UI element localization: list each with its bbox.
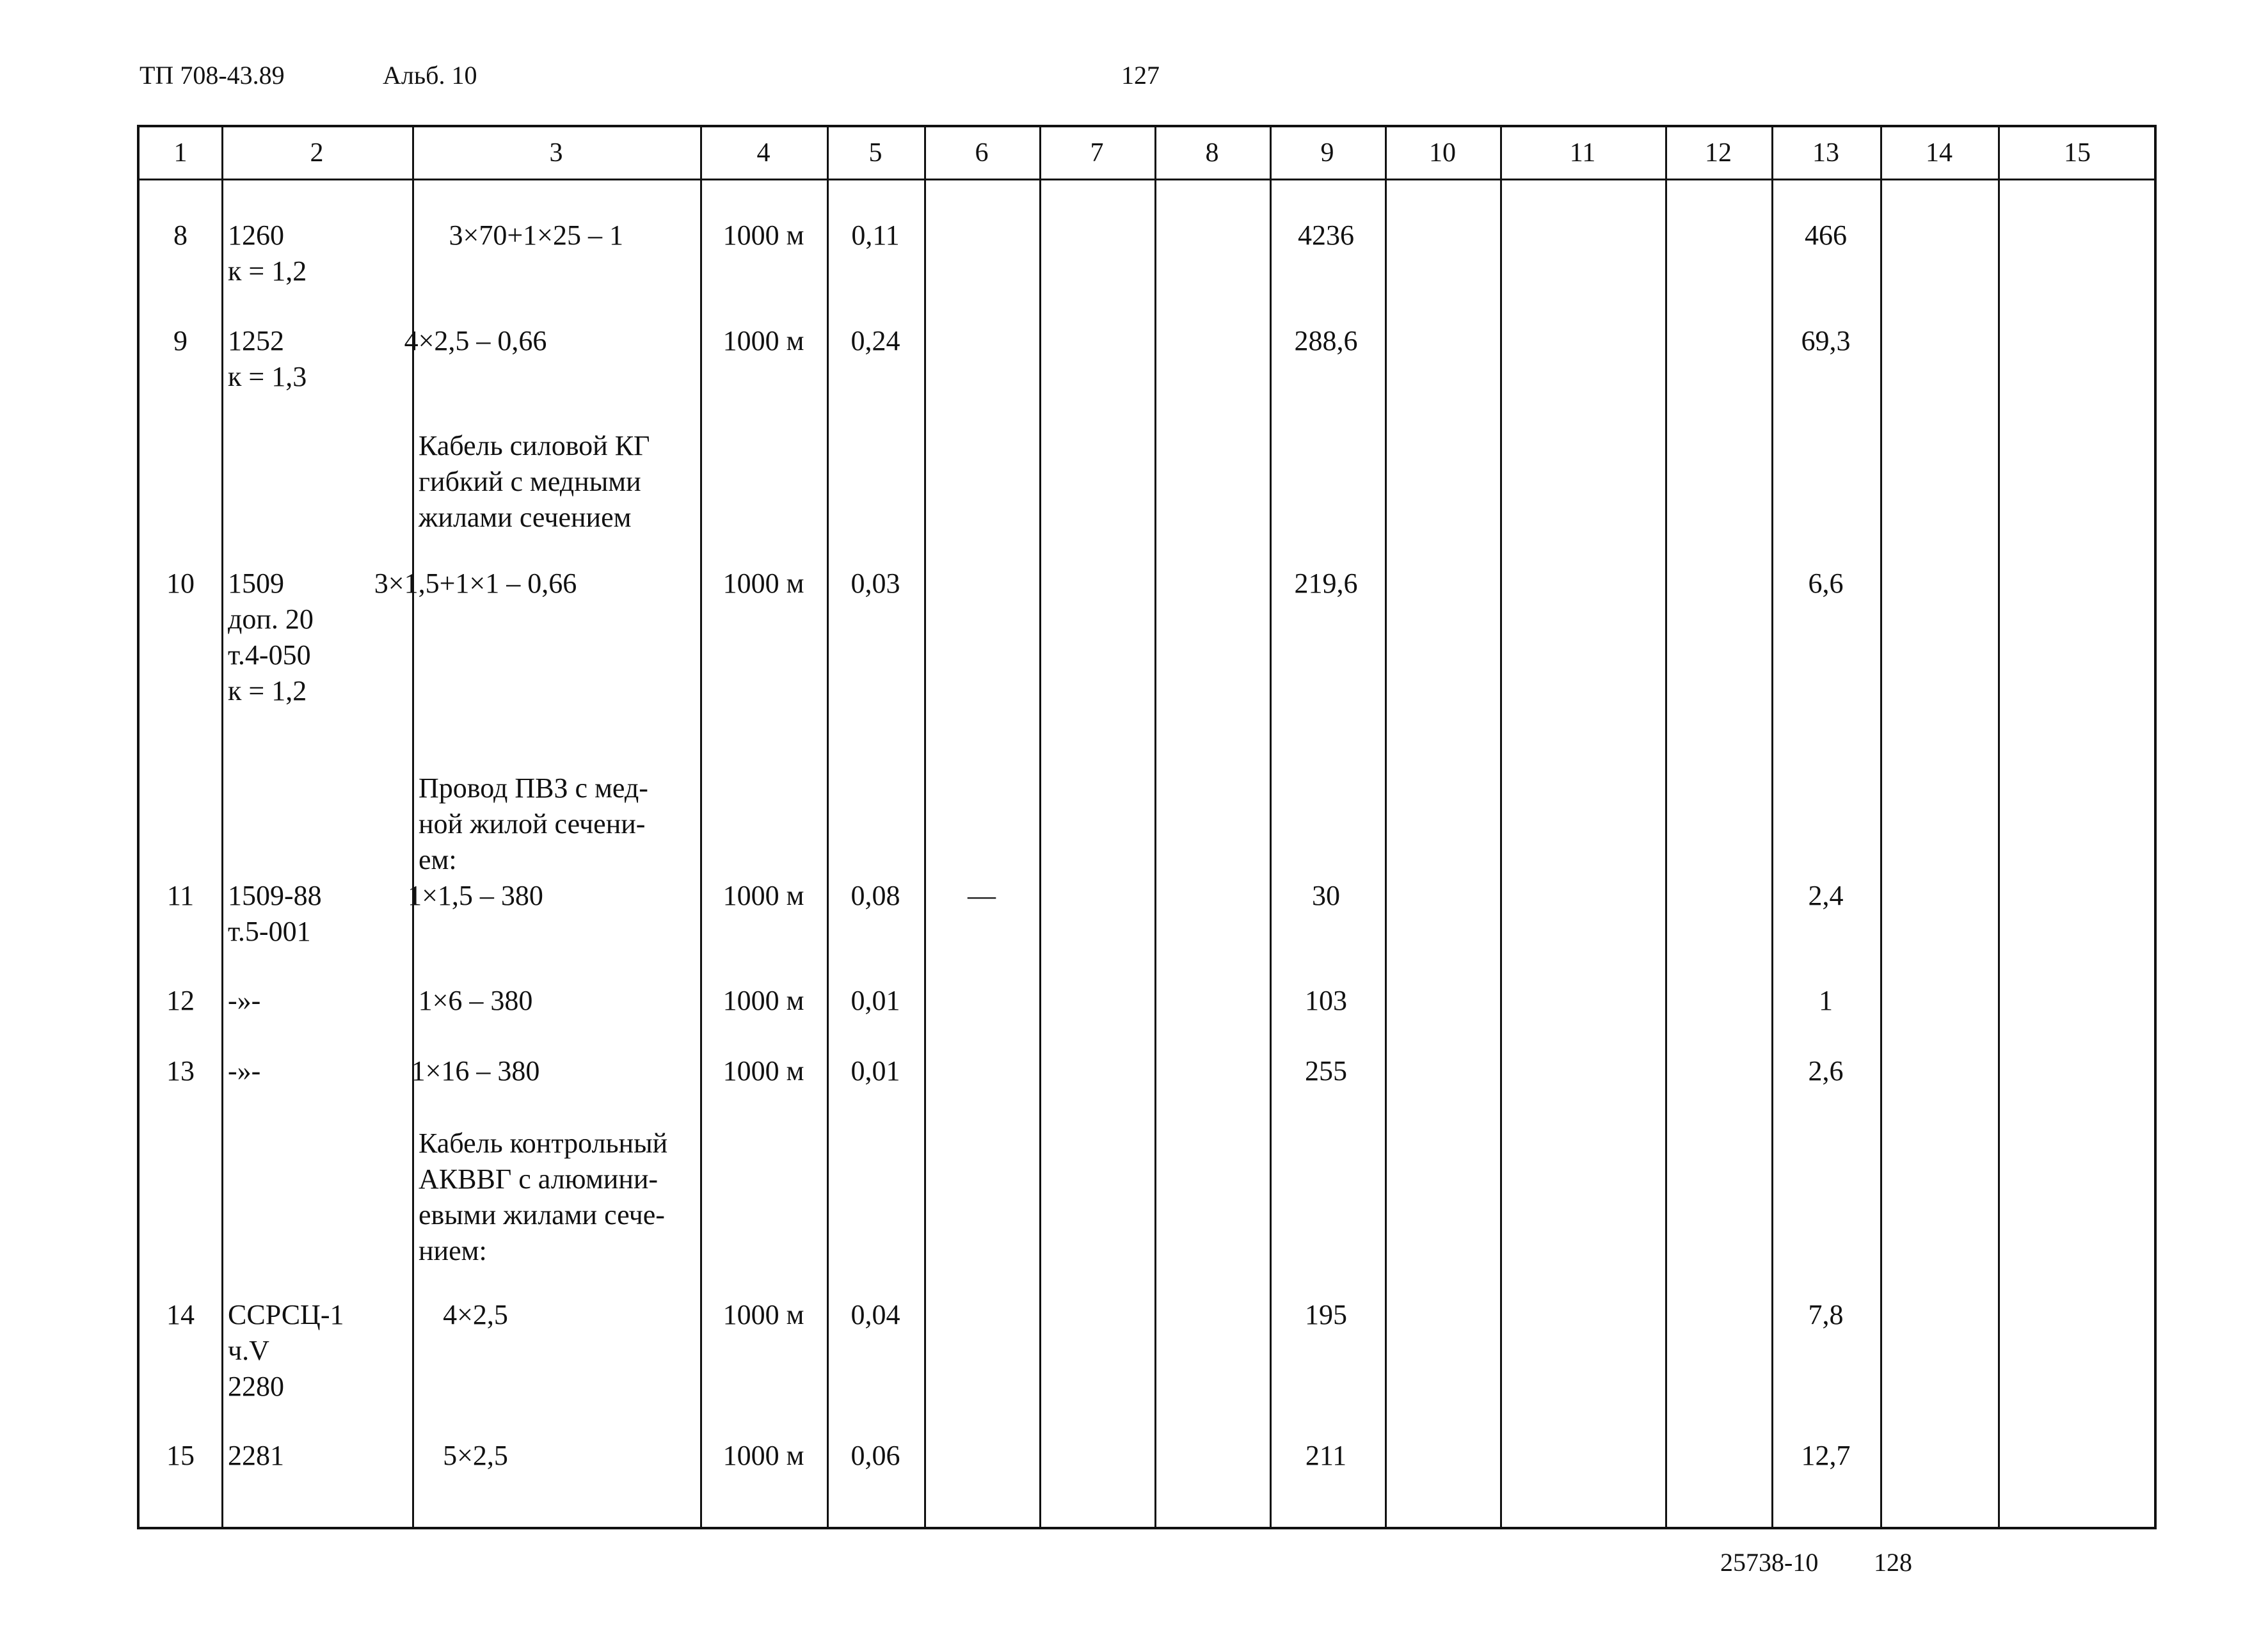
column-divider — [221, 127, 223, 1527]
row-quantity: 0,01 — [850, 985, 900, 1016]
header-rule — [140, 179, 2154, 180]
row-reference: 1509 доп. 20 т.4-050 к = 1,2 — [228, 568, 314, 706]
column-divider — [1154, 127, 1156, 1527]
row-number: 12 — [166, 985, 195, 1016]
row-unit: 1000 м — [723, 1440, 804, 1471]
column-number: 6 — [975, 138, 989, 168]
column-divider — [1385, 127, 1387, 1527]
row-unit: 1000 м — [723, 568, 804, 599]
row-spec: 5×2,5 — [443, 1440, 508, 1471]
row-col9-value: 211 — [1305, 1440, 1347, 1471]
column-divider — [1500, 127, 1502, 1527]
row-col9-value: 103 — [1305, 985, 1347, 1016]
row-col9-value: 30 — [1312, 880, 1340, 911]
section-heading: Кабель силовой КГ гибкий с медными жилами сечением — [419, 430, 650, 533]
row-number: 10 — [166, 568, 195, 599]
row-col13-value: 1 — [1819, 985, 1833, 1016]
column-number: 12 — [1705, 138, 1732, 168]
row-col9-value: 219,6 — [1294, 568, 1358, 599]
row-unit: 1000 м — [723, 219, 804, 251]
column-number: 1 — [173, 138, 188, 168]
row-unit: 1000 м — [723, 880, 804, 911]
row-col13-value: 6,6 — [1808, 568, 1844, 599]
row-reference: 1252 к = 1,3 — [228, 325, 307, 392]
row-quantity: 0,11 — [851, 219, 900, 251]
row-number: 13 — [166, 1055, 195, 1087]
row-col9-value: 288,6 — [1294, 325, 1358, 356]
row-reference: -»- — [228, 1055, 261, 1087]
column-divider — [924, 127, 926, 1527]
document-code: ТП 708-43.89 — [140, 61, 285, 90]
row-number: 11 — [166, 880, 195, 911]
row-col9-value: 4236 — [1298, 219, 1354, 251]
column-number: 7 — [1090, 138, 1104, 168]
row-col13-value: 2,4 — [1808, 880, 1844, 911]
column-number: 11 — [1569, 138, 1596, 168]
row-unit: 1000 м — [723, 1299, 804, 1330]
row-col13-value: 69,3 — [1801, 325, 1851, 356]
column-number: 3 — [549, 138, 563, 168]
row-col9-value: 255 — [1305, 1055, 1347, 1087]
row-spec: 3×1,5+1×1 – 0,66 — [374, 568, 577, 599]
row-col13-value: 12,7 — [1801, 1440, 1851, 1471]
row-spec: 1×1,5 – 380 — [408, 880, 543, 911]
column-divider — [1998, 127, 2000, 1527]
column-number: 4 — [756, 138, 771, 168]
row-quantity: 0,08 — [850, 880, 900, 911]
footer-document-code: 25738-10 — [1720, 1548, 1819, 1577]
row-unit: 1000 м — [723, 325, 804, 356]
section-heading: Кабель контрольный АКВВГ с алюмини- евыми жилами сече- нием: — [419, 1128, 668, 1266]
row-reference: 1260 к = 1,2 — [228, 219, 307, 287]
column-divider — [1880, 127, 1882, 1527]
column-number: 9 — [1320, 138, 1334, 168]
row-spec: 4×2,5 – 0,66 — [404, 325, 547, 356]
row-quantity: 0,03 — [850, 568, 900, 599]
row-spec: 4×2,5 — [443, 1299, 508, 1330]
column-number: 2 — [310, 138, 324, 168]
column-divider — [1039, 127, 1041, 1527]
row-col13-value: 7,8 — [1808, 1299, 1844, 1330]
album-number: Альб. 10 — [383, 61, 477, 90]
row-unit: 1000 м — [723, 985, 804, 1016]
row-reference: -»- — [228, 985, 261, 1016]
row-spec: 1×6 – 380 — [418, 985, 533, 1016]
section-heading: Провод ПВЗ с мед- ной жилой сечени- ем: — [419, 772, 648, 875]
row-col6-dash: — — [968, 880, 996, 911]
row-number: 14 — [166, 1299, 195, 1330]
row-quantity: 0,04 — [850, 1299, 900, 1330]
row-col13-value: 466 — [1805, 219, 1847, 251]
row-number: 9 — [173, 325, 188, 356]
row-reference: 2281 — [228, 1440, 284, 1471]
column-number: 14 — [1926, 138, 1953, 168]
row-spec: 1×16 – 380 — [411, 1055, 540, 1087]
row-reference: 1509-88 т.5-001 — [228, 880, 322, 947]
spec-table — [137, 125, 2157, 1529]
row-number: 8 — [173, 219, 188, 251]
page-number: 127 — [1121, 61, 1160, 90]
row-quantity: 0,24 — [850, 325, 900, 356]
column-number: 10 — [1429, 138, 1456, 168]
row-col9-value: 195 — [1305, 1299, 1347, 1330]
row-spec: 3×70+1×25 – 1 — [449, 219, 623, 251]
row-quantity: 0,06 — [850, 1440, 900, 1471]
row-unit: 1000 м — [723, 1055, 804, 1087]
column-number: 15 — [2064, 138, 2091, 168]
column-number: 8 — [1205, 138, 1219, 168]
row-number: 15 — [166, 1440, 195, 1471]
row-quantity: 0,01 — [850, 1055, 900, 1087]
column-number: 13 — [1812, 138, 1839, 168]
footer-page-number: 128 — [1874, 1548, 1912, 1577]
row-col13-value: 2,6 — [1808, 1055, 1844, 1087]
column-number: 5 — [868, 138, 882, 168]
row-reference: ССРСЦ-1 ч.V 2280 — [228, 1299, 344, 1402]
column-divider — [1665, 127, 1667, 1527]
